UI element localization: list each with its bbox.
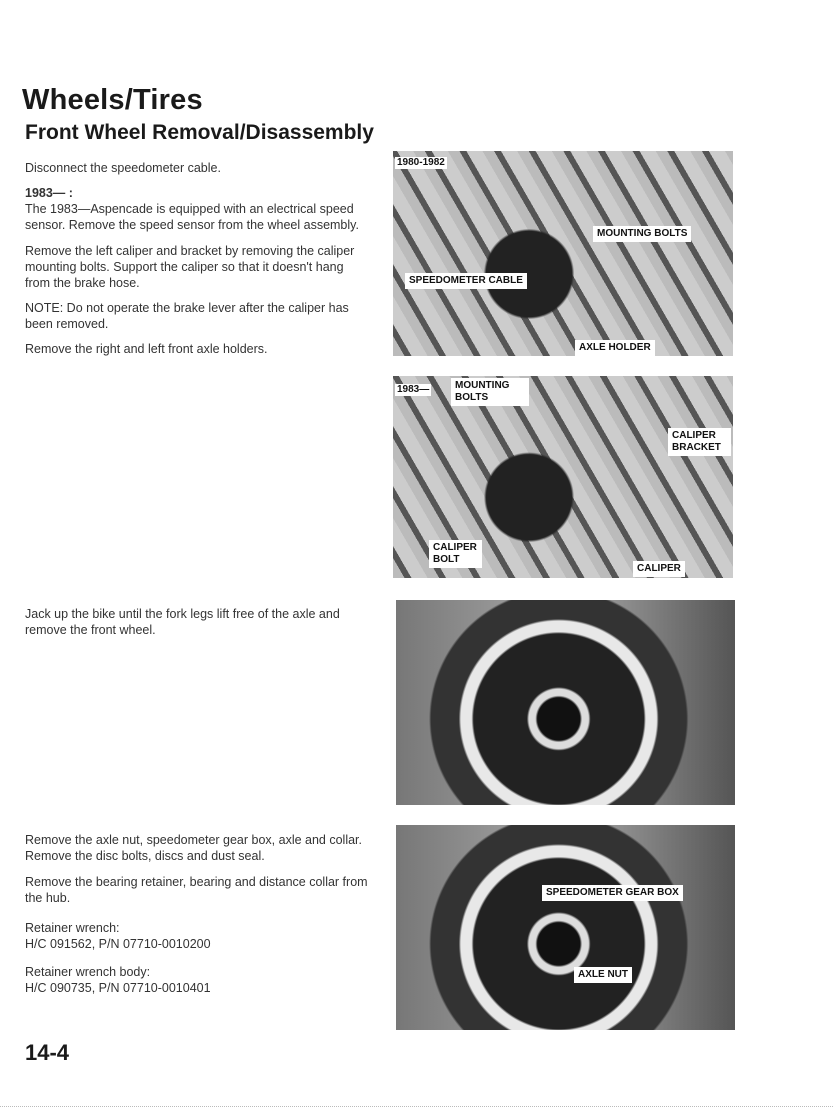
callout-caliper: CALIPER	[633, 561, 685, 577]
year-heading: 1983— :	[25, 186, 73, 200]
section-title: Wheels/Tires	[22, 84, 203, 116]
step-text: Remove the left caliper and bracket by removing the caliper mounting bolts. Support the caliper so that it doesn't hang from the brake hose.	[25, 244, 355, 290]
callout-caliper-bolt: CALIPER BOLT	[429, 540, 482, 568]
step-text: Remove the axle nut, speedometer gear box, axle and collar. Remove the disc bolts, discs and dust seal.	[25, 833, 363, 863]
photo-caliper-1980-1982	[393, 151, 733, 356]
callout-mounting-bolts: MOUNTING BOLTS	[593, 226, 691, 242]
tool-name: Retainer wrench body:	[25, 965, 151, 979]
photo-wheel-hub	[396, 825, 735, 1030]
page-subtitle: Front Wheel Removal/Disassembly	[25, 121, 374, 144]
step-text: The 1983—Aspencade is equipped with an electrical speed sensor. Remove the speed sensor from the wheel assembly.	[25, 202, 359, 232]
callout-axle-nut: AXLE NUT	[574, 967, 632, 983]
photo-year-label: 1980-1982	[397, 157, 445, 168]
step-text: Remove the right and left front axle holders.	[25, 342, 268, 356]
step-text: Jack up the bike until the fork legs lift free of the axle and remove the front wheel.	[25, 607, 340, 637]
tool-code: H/C 090735, P/N 07710-0010401	[25, 981, 211, 995]
photo-year-label: 1983—	[397, 384, 430, 395]
tool-code: H/C 091562, P/N 07710-0010200	[25, 937, 211, 951]
photo-front-wheel-removal	[396, 600, 735, 805]
note-text: NOTE: Do not operate the brake lever after the caliper has been removed.	[25, 301, 349, 331]
tool-name: Retainer wrench:	[25, 921, 120, 935]
step-text: Remove the bearing retainer, bearing and distance collar from the hub.	[25, 875, 368, 905]
photo-caliper-1983	[393, 376, 733, 578]
callout-speedometer-gear-box: SPEEDOMETER GEAR BOX	[542, 885, 683, 901]
step-text: Disconnect the speedometer cable.	[25, 161, 221, 175]
page-edge	[0, 1106, 833, 1108]
callout-speedometer-cable: SPEEDOMETER CABLE	[405, 273, 527, 289]
page-number: 14-4	[25, 1040, 70, 1065]
callout-caliper-bracket: CALIPER BRACKET	[668, 428, 731, 456]
callout-mounting-bolts: MOUNTING BOLTS	[451, 378, 529, 406]
callout-axle-holder: AXLE HOLDER	[575, 340, 655, 356]
